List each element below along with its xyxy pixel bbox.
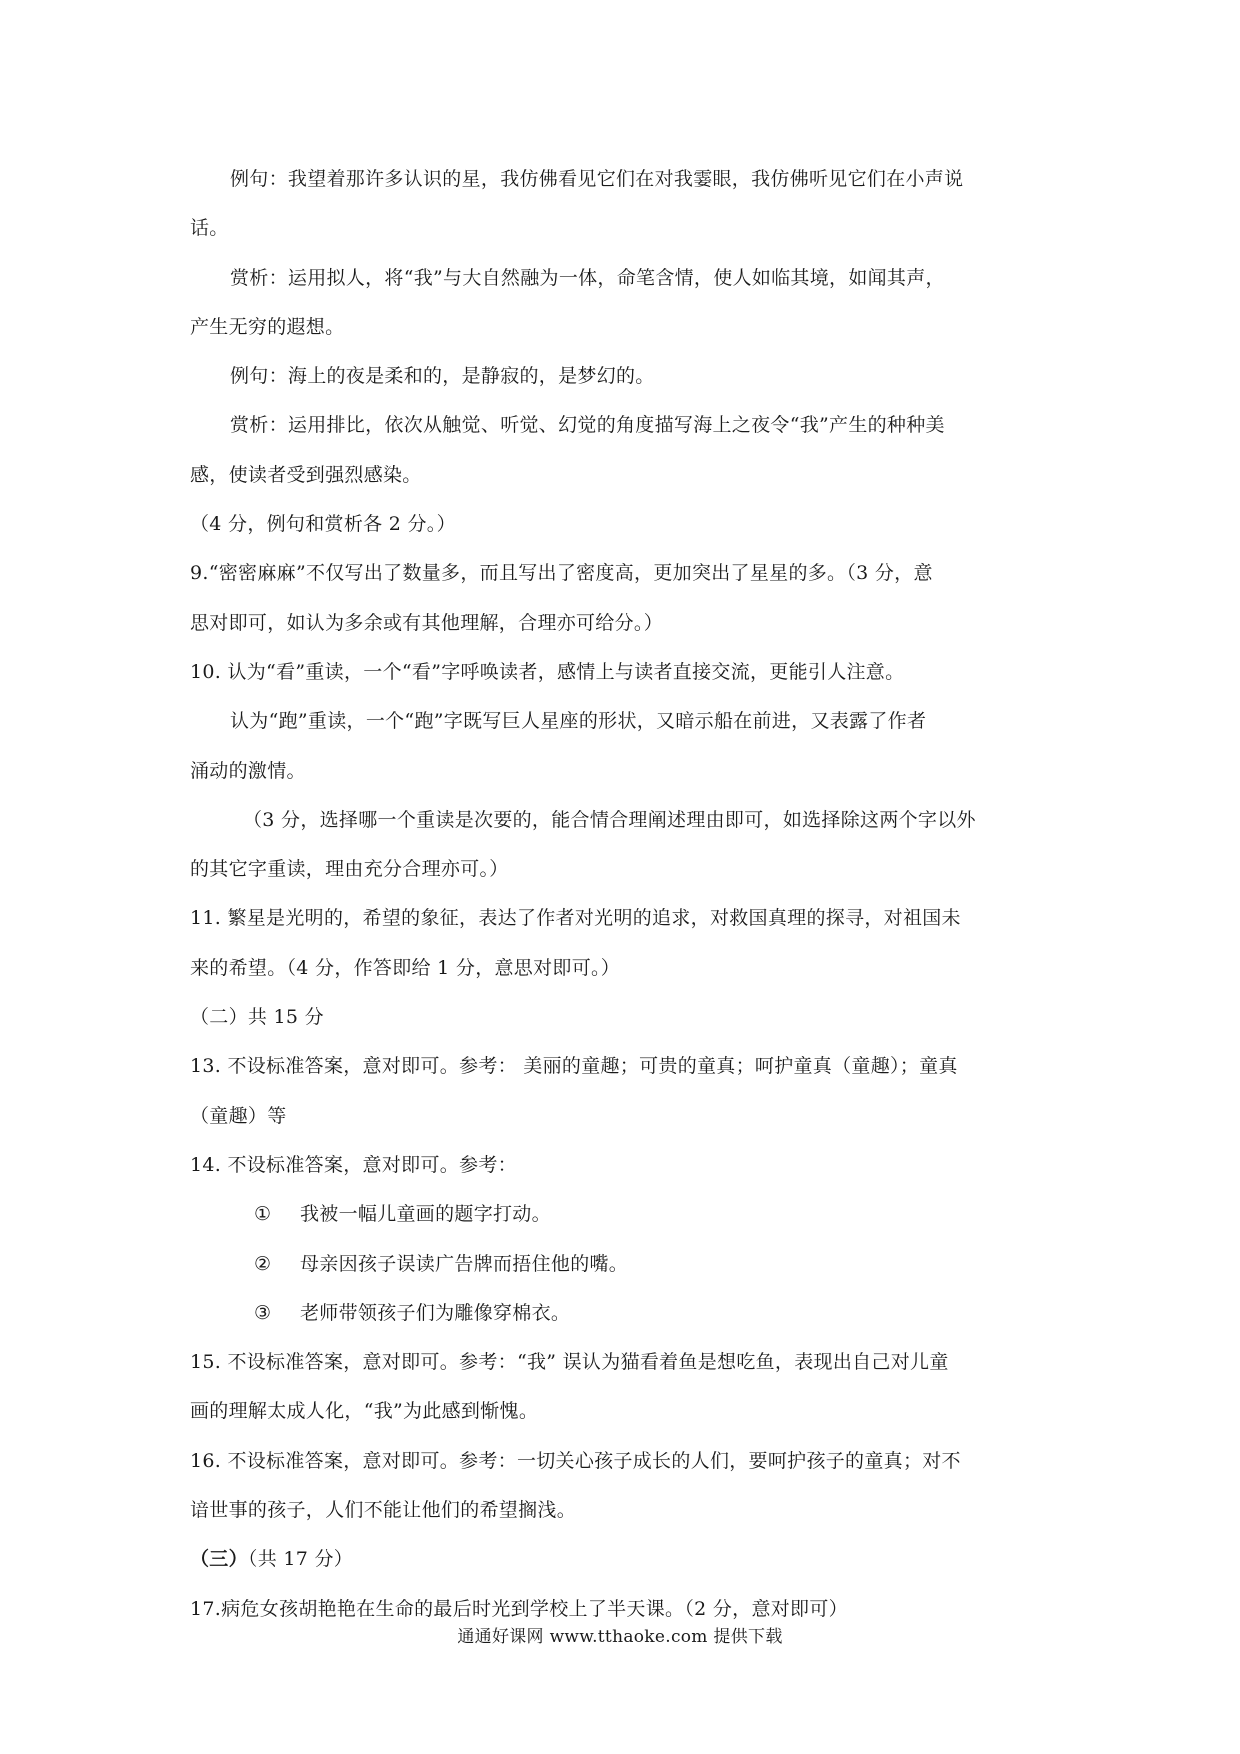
section-three-heading [190,1535,1050,1584]
text-line: 思对即可，如认为多余或有其他理解，合理亦可给分。） [190,611,664,634]
answer-15: 15. 不设标准答案，意对即可。参考：“我” 误认为猫看着鱼是想吃鱼，表现出自己对儿童 [190,1351,949,1374]
text-line: 赏析：运用排比，依次从触觉、听觉、幻觉的角度描写海上之夜令“我”产生的种种美 [230,414,945,437]
text-line: 来的希望。（4 分，作答即给 1 分，意思对即可。） [190,956,621,979]
text-line: 例句：我望着那许多认识的星，我仿佛看见它们在对我霎眼，我仿佛听见它们在小声说 [230,168,964,190]
text-line: 的其它字重读，理由充分合理亦可。） [190,858,509,881]
text-line: 产生无穷的遐想。 [190,315,345,338]
answer-17: 17.病危女孩胡艳艳在生命的最后时光到学校上了半天课。（2 分，意对即可） [190,1597,848,1620]
text-line: 感，使读者受到强烈感染。 [190,463,422,486]
list-item-text: 我被一幅儿童画的题字打动。 [300,1203,551,1226]
text-line: （4 分，例句和赏析各 2 分。） [190,513,456,536]
list-item [190,1240,1050,1289]
list-item-text: 老师带领孩子们为雕像穿棉衣。 [300,1301,571,1324]
text-line: 谙世事的孩子，人们不能让他们的希望搁浅。 [190,1499,577,1522]
answer-13: 13. 不设标准答案，意对即可。参考： 美丽的童趣；可贵的童真；呵护童真（童趣）；童真 [190,1055,958,1078]
answer-16: 16. 不设标准答案，意对即可。参考：一切关心孩子成长的人们，要呵护孩子的童真；对不 [190,1449,961,1472]
text-line: （童趣）等 [190,1104,287,1127]
answer-11: 11. 繁星是光明的，希望的象征，表达了作者对光明的追求，对救国真理的探寻，对祖国未 [190,907,961,930]
list-marker: ① [254,1203,272,1226]
answer-9: 9.“密密麻麻”不仅写出了数量多，而且写出了密度高，更加突出了星星的多。（3 分，意 [190,562,933,585]
text-line: 认为“跑”重读，一个“跑”字既写巨人星座的形状，又暗示船在前进，又表露了作者 [230,710,927,733]
list-item-text: 母亲因孩子误读广告牌而捂住他的嘴。 [300,1252,629,1275]
list-marker: ③ [254,1301,272,1324]
section-three-label: （三） [190,1548,248,1571]
list-item [190,1190,1050,1239]
text-line: 话。 [190,217,229,240]
text-line: 例句：海上的夜是柔和的，是静寂的，是梦幻的。 [230,365,655,388]
text-line: 画的理解太成人化，“我”为此感到惭愧。 [190,1400,539,1423]
text-line: 赏析：运用拟人，将“我”与大自然融为一体，命笔含情，使人如临其境，如闻其声， [230,266,945,289]
text-line: 涌动的激情。 [190,759,306,782]
section-three-suffix: （共 17 分） [247,1548,354,1571]
list-item [190,1289,1050,1338]
document-body [190,155,1050,1634]
text-line: （3 分，选择哪一个重读是次要的，能合情合理阐述理由即可，如选择除这两个字以外 [243,808,976,831]
answer-14: 14. 不设标准答案，意对即可。参考： [190,1153,517,1176]
list-marker: ② [254,1252,272,1275]
answer-10: 10. 认为“看”重读，一个“看”字呼唤读者，感情上与读者直接交流，更能引人注意。 [190,660,905,683]
section-two-heading: （二）共 15 分 [190,1006,324,1029]
page-footer: 通通好课网 www.tthaoke.com 提供下载 [457,1627,783,1647]
